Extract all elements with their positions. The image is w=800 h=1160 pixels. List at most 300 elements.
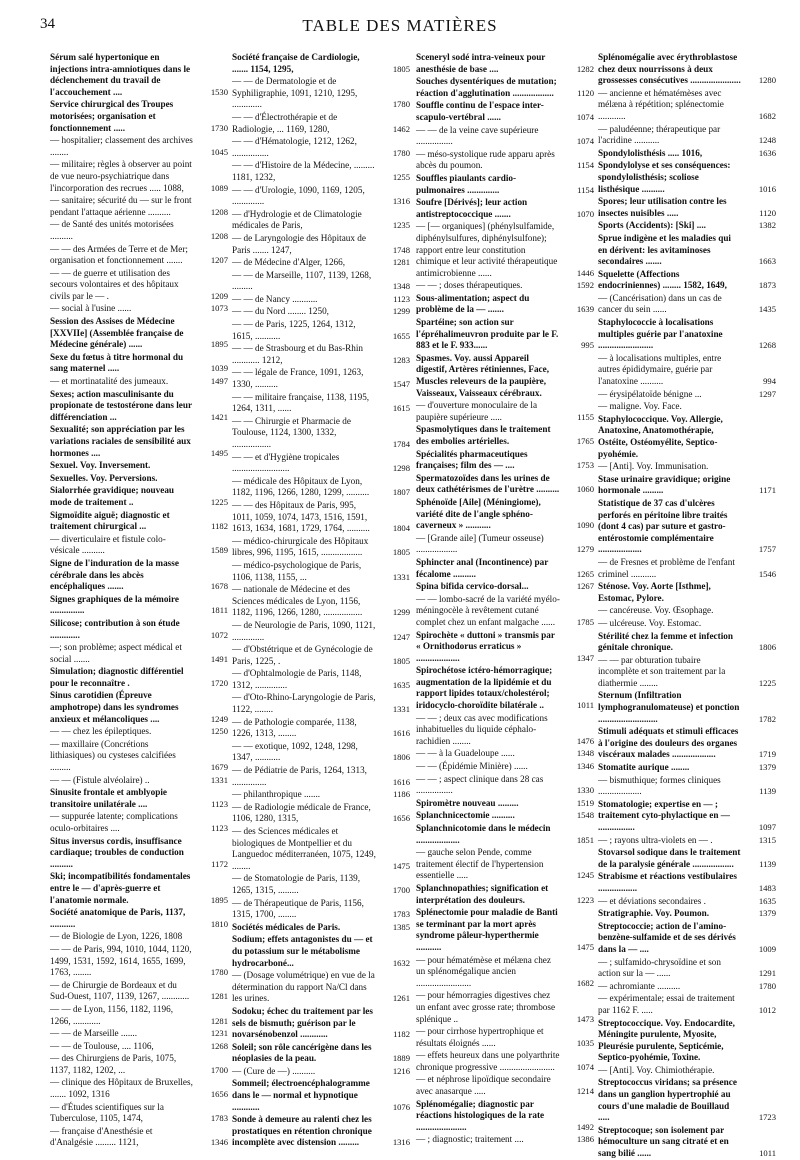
index-columns xyxy=(36,52,776,1159)
index-entry-text: — de Pédiatrie de Paris, 1264, 1313, ............... xyxy=(232,765,367,787)
index-entry-page: 1123 xyxy=(393,293,410,304)
index-entry-page: 1267 xyxy=(576,581,594,592)
index-entry xyxy=(598,605,776,617)
index-entry xyxy=(50,1053,228,1076)
index-entry-page: 1245 xyxy=(576,870,594,881)
index-entry-page: 1700 xyxy=(392,884,410,895)
index-entry-page: 1757 xyxy=(758,544,776,555)
index-entry-page: 1208 xyxy=(210,230,228,241)
index-entry-page: 1811 xyxy=(211,605,228,616)
index-entry xyxy=(232,392,410,415)
index-entry-page: 1382 xyxy=(758,220,776,231)
index-entry-text: — pour cirrhose hypertrophique et résultats éloignés ...... xyxy=(416,1026,544,1048)
index-entry xyxy=(232,367,410,390)
index-entry xyxy=(416,221,594,279)
page-header xyxy=(0,14,800,40)
index-entry-text: — des Chirurgiens de Paris, 1075, 1137, 1182, 1202, ... xyxy=(50,1053,177,1075)
index-entry-page: 1207 xyxy=(210,255,228,266)
index-entry xyxy=(598,353,776,388)
index-entry-text: — [— organiques] (phénylsulfamide, diphénylsulfures, diphénylsulfone); rapport entre leur constitution chimique et leur activité thérapeutique antimicrobienne ...... xyxy=(416,221,558,278)
index-entry xyxy=(416,424,594,447)
index-entry-page: 1299 xyxy=(392,607,410,618)
index-entry-text: Session des Assises de Médecine [XXVIIe] (Assemblée française de Médecine générale) ...... xyxy=(50,316,184,350)
index-entry-text: Société anatomique de Paris, 1137, ........... xyxy=(50,907,186,929)
index-entry-page: 1279 xyxy=(576,544,594,555)
index-entry xyxy=(50,460,228,472)
index-entry-page: 1331 xyxy=(210,774,228,785)
index-entry-text: — érysipélatoïde bénigne ... xyxy=(598,388,702,399)
index-entry xyxy=(232,112,410,135)
index-entry xyxy=(50,1004,228,1027)
index-entry xyxy=(416,449,594,472)
index-entry xyxy=(232,668,410,691)
index-entry-text: — — des Hôpitaux de Paris, 995, 1011, 1059, 1074, 1473, 1516, 1591, 1613, 1634, 1681, 1729, 1764, .......... xyxy=(232,499,370,534)
index-entry-text: Streptococcique. Voy. Endocardite, Méningite purulente, Myosite, Pleurésie purulente, Septicémie, Septico-pyohémie, Toxine. xyxy=(598,1017,735,1063)
index-entry-page: 1730 xyxy=(210,122,228,133)
index-entry-page: 1076 xyxy=(392,1101,410,1112)
index-entry-text: Sports (Accidents): [Ski] .... xyxy=(598,220,706,231)
index-entry xyxy=(416,810,594,822)
index-entry xyxy=(232,319,410,342)
index-entry-page: 1492 xyxy=(576,1121,594,1132)
index-entry xyxy=(416,1026,594,1049)
index-entry-text: Signe de l'induration de la masse cérébrale dans les abcès encéphaliques ....... xyxy=(50,557,179,592)
index-entry-text: — de Médecine d'Alger, 1266, xyxy=(232,257,346,268)
index-entry xyxy=(598,690,776,725)
index-entry-page: 1089 xyxy=(210,182,228,193)
index-entry-text: Sexualité; son appréciation par les variations raciales de sensibilité aux hormones .... xyxy=(50,424,191,458)
index-entry-page: 1723 xyxy=(758,1112,776,1123)
index-entry-text: — médico-chirurgicale des Hôpitaux libres, 996, 1195, 1615, .................. xyxy=(232,535,369,558)
index-entry xyxy=(598,52,776,87)
index-entry xyxy=(416,173,594,196)
index-entry-text: — — ; deux cas avec modifications inhabituelles du liquide céphalo-rachidien ........ xyxy=(416,712,548,746)
index-entry xyxy=(416,761,594,773)
index-entry-page: 1719 xyxy=(758,749,776,760)
index-entry-page: 1255 xyxy=(392,171,410,182)
index-entry-text: Sonde à demeure au ralenti chez les prostatiques en rétention chronique incomplète avec distension ......... xyxy=(232,1114,372,1148)
index-entry-text: Splanchnopathies; signification et interprétation des douleurs. xyxy=(416,882,549,905)
index-entry-text: Stérilité chez la femme et infection génitale chronique. xyxy=(598,630,733,653)
index-entry-page: 1316 xyxy=(392,196,410,207)
index-entry-page: 1519 xyxy=(576,797,594,808)
index-entry-page: 1783 xyxy=(392,909,410,920)
index-entry-page: 1216 xyxy=(392,1065,410,1076)
index-entry-text: — des Sciences médicales et biologiques de Montpellier et du Languedoc méditerranéen, 1075, 1249, ........ xyxy=(232,826,376,871)
index-entry-page: 1379 xyxy=(758,908,776,919)
index-entry-text: — ; sulfamido-chrysoïdine et son action sur la — ...... xyxy=(598,956,721,979)
index-entry-text: — suppurée latente; complications oculo-orbitaires .... xyxy=(50,811,178,833)
index-entry-page: 1615 xyxy=(392,403,410,414)
index-entry-page: 1223 xyxy=(576,894,594,905)
index-entry-text: Sous-alimentation; aspect du problème de la — ....... xyxy=(416,292,530,315)
index-entry-page: 1780 xyxy=(392,147,410,158)
index-entry-page: 1280 xyxy=(758,75,776,86)
index-entry xyxy=(598,148,776,160)
index-entry-page: 1120 xyxy=(759,207,776,218)
index-column-2 xyxy=(232,52,410,1148)
index-entry-text: — — de guerre et utilisation des secours volontaires et des hôpitaux civils par le — . xyxy=(50,267,179,301)
index-entry-text: Sexe du fœtus à titre hormonal du sang maternel ..... xyxy=(50,351,184,374)
index-entry xyxy=(232,934,410,969)
index-entry xyxy=(416,76,594,99)
index-entry-page: 1805 xyxy=(392,63,410,74)
index-entry-text: — sanitaire; sécurité du — sur le front pendant l'attaque aérienne .......... xyxy=(50,195,192,217)
index-entry-text: — — de Paris, 1225, 1264, 1312, 1615, ........... xyxy=(232,319,356,341)
index-entry-text: Strabisme et réactions vestibulaires ................. xyxy=(598,871,737,893)
index-entry-page: 1780 xyxy=(210,967,228,978)
index-entry-text: — — ; doses thérapeutiques. xyxy=(416,280,523,291)
index-entry xyxy=(598,957,776,980)
index-entry-page: 1154 xyxy=(577,160,594,171)
index-entry-text: Splénectomie pour maladie de Banti se terminant par la mort après syndrome pâleur-hyperthermie ........... xyxy=(416,907,558,952)
index-entry-text: — nationale de Médecine et des Sciences médicales de Lyon, 1156, 1182, 1196, 1266, 1280, ................. xyxy=(232,584,363,618)
index-entry-text: Sexuelles. Voy. Perversions. xyxy=(50,472,158,483)
index-entry-page: 1805 xyxy=(392,655,410,666)
index-entry-page: 1139 xyxy=(759,786,776,797)
index-entry-text: Situs inversus cordis, insuffisance cardiaque; troubles de conduction .......... xyxy=(50,835,184,869)
index-entry xyxy=(232,898,410,921)
index-entry-page: 1805 xyxy=(392,547,410,558)
index-entry xyxy=(50,690,228,725)
index-entry-text: — — par obturation tubaire incomplète et son traitement par la diathermie ........ xyxy=(598,654,726,688)
index-entry-page: 1895 xyxy=(210,339,228,350)
index-entry-page: 1386 xyxy=(576,1134,594,1145)
index-entry xyxy=(50,787,228,810)
index-entry-text: Spermatozoïdes dans les urines de deux cathétérismes de l'urètre .......... xyxy=(416,472,560,495)
index-entry-page: 1546 xyxy=(758,568,776,579)
index-entry xyxy=(50,99,228,134)
index-entry xyxy=(232,922,410,934)
index-entry xyxy=(232,416,410,451)
index-entry-page: 1748 xyxy=(392,244,410,255)
index-entry xyxy=(50,316,228,351)
index-entry-text: — — (Fistule alvéolaire) .. xyxy=(50,774,150,785)
index-entry-page: 1475 xyxy=(392,860,410,871)
index-entry xyxy=(416,533,594,556)
index-entry-page: 1186 xyxy=(393,789,410,800)
index-entry xyxy=(598,293,776,316)
index-entry-text: Spasmes. Voy. aussi Appareil digestif, Artères rétiniennes, Face, Muscles releveurs de la paupière, Vaisseaux, Vaisseaux cérébraux. xyxy=(416,352,550,398)
index-entry-text: — — de Toulouse, .... 1106, xyxy=(50,1040,154,1051)
index-entry xyxy=(598,871,776,894)
index-entry-text: — ancienne et hématémèses avec mélæna à répétition; splénectomie ............ xyxy=(598,87,724,121)
index-entry xyxy=(598,461,776,473)
index-entry-page: 1635 xyxy=(758,895,776,906)
index-entry-text: Spina bifida cervico-dorsal... xyxy=(416,581,529,592)
index-entry-page: 1663 xyxy=(758,256,776,267)
index-entry-page: 1348 xyxy=(392,281,410,292)
index-entry-text: — maxillaire (Concrétions lithiasiques) ou cysteses calcifiées ......... xyxy=(50,738,176,773)
index-entry-page: 1495 xyxy=(210,447,228,458)
index-entry xyxy=(50,303,228,315)
index-entry-text: Sialorrhée gravidique; nouveau mode de traitement .. xyxy=(50,485,175,507)
index-entry-text: — philanthropique ....... xyxy=(232,789,321,800)
index-entry xyxy=(50,666,228,689)
index-entry-text: Souffles piaulants cardio-pulmonaires .............. xyxy=(416,172,517,195)
index-entry-page: 1753 xyxy=(576,460,594,471)
index-entry-text: — ; rayons ultra-violets en — . xyxy=(598,834,713,845)
index-entry xyxy=(232,536,410,559)
index-entry-text: Streptococcus viridans; sa présence dans un ganglion hypertrophié au cours d'une maladie de Bouillaud ..... xyxy=(598,1077,737,1123)
index-entry xyxy=(50,510,228,533)
index-entry-text: — (Cancérisation) dans un cas de cancer du sein ...... xyxy=(598,292,722,315)
index-entry xyxy=(50,836,228,871)
index-entry-page: 1895 xyxy=(210,894,228,905)
index-entry-page: 1682 xyxy=(576,977,594,988)
index-entry-page: 1330 xyxy=(576,785,594,796)
index-entry-page: 1475 xyxy=(576,941,594,952)
index-entry xyxy=(50,376,228,388)
index-entry-page: 1182 xyxy=(393,1029,410,1040)
index-entry-page: 1656 xyxy=(392,813,410,824)
index-entry-text: Sodium; effets antagonistes du — et du potassium sur le métabolisme hydrocarboné... xyxy=(232,934,373,968)
index-entry-page: 1720 xyxy=(210,677,228,688)
index-entry-page: 1331 xyxy=(392,571,410,582)
index-entry-page: 1009 xyxy=(758,943,776,954)
index-entry-page: 1139 xyxy=(759,858,776,869)
index-entry-text: — d'Oto-Rhino-Laryngologie de Paris, 1122, ........ xyxy=(232,692,376,715)
index-entry-text: Sternum (Infiltration lymphogranulomateuse) et ponction .......................... xyxy=(598,690,740,724)
index-entry-page: 1171 xyxy=(759,485,776,496)
index-entry-page: 1421 xyxy=(210,411,228,422)
index-entry xyxy=(598,220,776,232)
index-entry xyxy=(598,908,776,920)
index-entry xyxy=(232,873,410,896)
index-entry xyxy=(416,1099,594,1134)
index-entry xyxy=(50,1126,228,1149)
index-entry-page: 1635 xyxy=(392,679,410,690)
index-entry xyxy=(50,424,228,459)
index-entry-text: — social à l'usine ...... xyxy=(50,303,132,314)
index-entry-text: Spiromètre nouveau ......... xyxy=(416,797,519,808)
index-entry xyxy=(598,88,776,123)
index-entry-page: 1039 xyxy=(210,363,228,374)
index-entry-text: Sceneryl sodé intra-veineux pour anesthésie de base .... xyxy=(416,52,546,74)
index-entry-page: 994 xyxy=(763,376,776,387)
index-entry-text: — d'Obstétrique et de Gynécologie de Paris, 1225, . xyxy=(232,644,373,666)
index-entry xyxy=(416,1134,594,1146)
index-entry xyxy=(50,944,228,979)
index-entry xyxy=(416,1050,594,1073)
index-entry-text: Staphylococcie à localisations multiples guérie par l'anatoxine ........................ xyxy=(598,317,723,351)
index-entry-page: 1248 xyxy=(758,135,776,146)
index-entry-text: — et mortinatalité des jumeaux. xyxy=(50,376,169,387)
index-entry-page: 1172 xyxy=(211,858,228,869)
index-entry-text: Stase urinaire gravidique; origine hormonale ......... xyxy=(598,473,731,496)
index-entry-page: 1462 xyxy=(392,123,410,134)
index-entry-text: — cancéreuse. Voy. Œsophage. xyxy=(598,605,714,616)
index-entry xyxy=(50,618,228,641)
index-entry-page: 1265 xyxy=(576,568,594,579)
index-entry-page: 1268 xyxy=(758,340,776,351)
index-entry-page: 1250 xyxy=(210,726,228,737)
index-entry xyxy=(598,1125,776,1160)
index-entry-text: — — de Strasbourg et du Bas-Rhin ............ 1212, xyxy=(232,343,363,365)
index-entry-page: 1346 xyxy=(576,761,594,772)
index-entry-page: 1700 xyxy=(210,1064,228,1075)
index-entry-text: Splénomégalie; diagnostic par réactions histologiques de la rate ...................... xyxy=(416,1098,545,1132)
index-entry-page: 1483 xyxy=(758,882,776,893)
index-entry xyxy=(232,343,410,366)
index-entry-text: Splénomégalie avec érythroblastose chez deux nourrissons à deux grossesses consécutives ...................... xyxy=(598,52,741,86)
index-entry-page: 1785 xyxy=(576,616,594,627)
index-entry-page: 1283 xyxy=(392,354,410,365)
index-entry-text: Sinus carotidien (Épreuve amphotrope) dans les syndromes anxieux et mélancoliques .... xyxy=(50,690,179,724)
index-entry xyxy=(598,557,776,580)
index-entry-text: — gauche selon Pende, comme traitement électif de l'hypertension essentielle ..... xyxy=(416,847,544,881)
index-entry xyxy=(598,775,776,798)
index-entry-text: — — légale de France, 1091, 1263, 1330, .......... xyxy=(232,367,364,390)
index-entry-text: Sténose. Voy. Aorte [Isthme], Estomac, Pylore. xyxy=(598,581,711,603)
index-entry xyxy=(232,76,410,111)
index-entry xyxy=(416,497,594,532)
index-entry xyxy=(598,581,776,604)
index-entry-text: Spores; leur utilisation contre les insectes nuisibles ..... xyxy=(598,196,727,218)
index-entry-text: Stomatologie; expertise en — ; traitement cyto-phylactique en — ................ xyxy=(598,798,730,832)
index-entry-page: 1476 xyxy=(576,735,594,746)
index-entry-page: 1804 xyxy=(392,523,410,534)
index-entry xyxy=(416,1074,594,1097)
index-entry xyxy=(598,389,776,401)
index-entry xyxy=(598,474,776,497)
index-entry-page: 1810 xyxy=(210,918,228,929)
index-entry-page: 1331 xyxy=(392,704,410,715)
index-entry-page: 1070 xyxy=(576,208,594,219)
index-column-1 xyxy=(50,52,228,1148)
index-entry-text: — — ; aspect clinique dans 28 cas ................ xyxy=(416,773,544,796)
index-entry xyxy=(598,799,776,834)
page-title: TABLE DES MATIÈRES xyxy=(302,16,498,35)
index-entry xyxy=(50,534,228,557)
index-entry-text: Sociétés médicales de Paris. xyxy=(232,921,341,932)
index-entry-text: Streptocoque; son isolement par hémoculture un sang citraté et en sang bilié ...... xyxy=(598,1124,729,1159)
index-entry-text: Soufre [Dérivés]; leur action antistreptococcique ....... xyxy=(416,197,528,219)
index-entry xyxy=(50,244,228,267)
index-entry-text: Signes graphiques de la mémoire ............... xyxy=(50,593,179,616)
index-entry-page: 1247 xyxy=(392,631,410,642)
index-entry-page: 1379 xyxy=(758,762,776,773)
index-entry xyxy=(232,692,410,715)
index-entry xyxy=(598,618,776,630)
index-entry-text: Spirochète « duttoni » transmis par « Ornithodorus erraticus » ................... xyxy=(416,629,555,663)
index-entry xyxy=(416,883,594,906)
index-entry xyxy=(598,835,776,847)
index-entry-text: Sigmoïdite aiguë; diagnostic et traitement chirurgical ... xyxy=(50,509,170,532)
index-entry-page: 1182 xyxy=(211,521,228,532)
index-entry-text: Sphénoïde [Aile] (Méningiome), variété dite de l'angle sphéno-caverneux » ........... xyxy=(416,496,541,531)
index-entry-page: 1346 xyxy=(210,1137,228,1148)
index-entry-page: 1616 xyxy=(392,776,410,787)
index-entry-text: — — de Paris, 994, 1010, 1044, 1120, 1499, 1531, 1592, 1614, 1655, 1699, 1763, ........ xyxy=(50,943,192,978)
index-entry-text: — méso-systolique rude apparu après abcès du poumon. xyxy=(416,148,555,171)
index-entry-text: — pour hémorragies digestives chez un enfant avec grosse rate; thrombose splénique .. xyxy=(416,990,556,1024)
index-entry-text: — (Cure de —) .......... xyxy=(232,1065,316,1076)
index-entry-text: Spécialités pharmaceutiques françaises; film des — .... xyxy=(416,448,528,471)
index-entry-text: Sphincter anal (Incontinence) par fécalome .......... xyxy=(416,556,549,579)
index-entry-text: — — militaire française, 1138, 1195, 1264, 1311, ...... xyxy=(232,391,370,414)
index-entry xyxy=(416,52,594,75)
index-entry-page: 1249 xyxy=(210,713,228,724)
index-entry-text: — — du Nord ........ 1250, xyxy=(232,306,329,317)
index-entry-page: 1682 xyxy=(758,110,776,121)
index-entry xyxy=(232,717,410,740)
index-entry-page: 1784 xyxy=(392,439,410,449)
index-entry xyxy=(598,1018,776,1064)
index-entry xyxy=(598,981,776,993)
index-entry-page: 1214 xyxy=(576,1086,594,1097)
index-entry-page: 1016 xyxy=(758,183,776,194)
index-entry xyxy=(416,990,594,1025)
index-entry xyxy=(50,931,228,943)
index-entry-text: Stomatite aurique ........ xyxy=(598,762,690,773)
index-entry xyxy=(232,209,410,232)
index-entry-text: Souches dysentériques de mutation; réaction d'agglutination .................. xyxy=(416,76,557,98)
index-entry-page: 1889 xyxy=(392,1053,410,1064)
index-entry xyxy=(50,1077,228,1100)
index-entry-text: — ulcéreuse. Voy. Estomac. xyxy=(598,617,702,628)
index-entry xyxy=(416,581,594,593)
index-entry xyxy=(50,594,228,617)
index-entry xyxy=(232,802,410,825)
index-entry-text: — hospitalier; classement des archives ........ xyxy=(50,135,193,157)
index-entry-text: — médicale des Hôpitaux de Lyon, 1182, 1196, 1266, 1280, 1299, .......... xyxy=(232,475,370,498)
index-entry xyxy=(50,907,228,930)
index-entry xyxy=(232,257,410,269)
index-entry xyxy=(598,124,776,147)
index-entry xyxy=(416,823,594,846)
index-entry-page: 1780 xyxy=(392,99,410,110)
index-entry xyxy=(598,921,776,956)
index-entry-page: 1011 xyxy=(577,700,594,711)
index-entry xyxy=(598,196,776,219)
index-entry-page: 1281 xyxy=(210,991,228,1002)
index-entry-page: 1120 xyxy=(577,87,594,98)
index-entry-page: 1316 xyxy=(392,1137,410,1148)
index-entry xyxy=(416,665,594,711)
index-entry-text: Spartéine; son action sur l'épréhalimeuvron produite par le F. 883 et le F. 933...... xyxy=(416,317,559,351)
index-entry xyxy=(50,473,228,485)
index-entry xyxy=(232,160,410,183)
index-entry xyxy=(416,630,594,665)
index-entry xyxy=(598,498,776,556)
index-entry xyxy=(598,1077,776,1123)
index-entry-text: — — chez les épileptiques. xyxy=(50,726,152,737)
index-entry-page: 1231 xyxy=(210,1028,228,1039)
index-entry-page: 1446 xyxy=(576,267,594,278)
index-entry xyxy=(50,980,228,1003)
index-entry xyxy=(232,52,410,75)
index-entry-page: 1782 xyxy=(758,713,776,724)
index-entry xyxy=(598,1065,776,1077)
index-entry-text: — française d'Anesthésie et d'Analgésie ......... 1121, xyxy=(50,1125,153,1148)
index-entry xyxy=(50,1028,228,1040)
index-entry-text: — — de Marseille ....... xyxy=(50,1028,138,1039)
index-entry-text: — diverticulaire et fistule colo-vésicale .......... xyxy=(50,533,166,556)
index-entry-text: Spasmolytiques dans le traitement des embolies artérielles. xyxy=(416,424,551,446)
index-entry-page: 1491 xyxy=(210,653,228,664)
index-entry-text: Stovarsol sodique dans le traitement de la paralysie générale .................. xyxy=(598,847,741,869)
index-entry-text: Statistique de 37 cas d'ulcères perforés en péritoine libre traités (dont 4 cas) par suture et gastro-entérostomie complémentaire ................... xyxy=(598,497,728,555)
index-entry xyxy=(50,485,228,508)
index-entry-text: — — d'Histoire de la Médecine, ......... 1181, 1232, xyxy=(232,160,375,182)
index-entry-text: — — d'Hématologie, 1212, 1262, ................ xyxy=(232,136,357,158)
index-entry xyxy=(598,762,776,774)
index-entry-page: 1806 xyxy=(392,752,410,763)
index-entry-text: — — à la Guadeloupe ...... xyxy=(416,748,515,759)
index-entry-page: 1072 xyxy=(210,629,228,640)
index-entry-text: — — et d'Hygiène tropicales ......................... xyxy=(232,451,340,474)
